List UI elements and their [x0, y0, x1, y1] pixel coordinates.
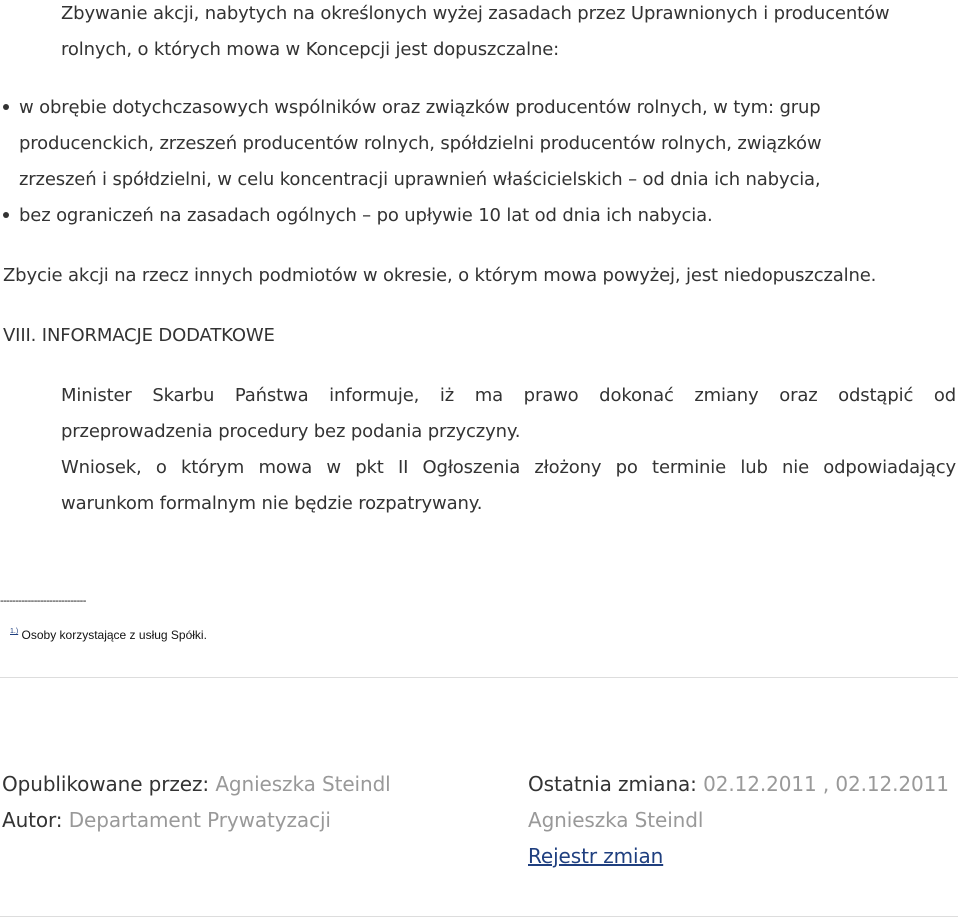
author-label: Autor: — [2, 808, 63, 832]
bullet-1-line-3: zrzeszeń i spółdzielni, w celu koncentracji uprawnień właścicielskich – od dnia ich nabycia, — [19, 169, 821, 190]
footnote-marker[interactable]: 1.) — [10, 628, 19, 635]
last-change-person: Agnieszka Steindl — [528, 808, 704, 832]
info-paragraph-2-line-2: warunkom formalnym nie będzie rozpatrywany. — [61, 493, 483, 514]
info-paragraph-2-line-1: Wniosek, o którym mowa w pkt II Ogłoszenia złożony po terminie lub nie odpowiadający — [61, 457, 956, 478]
content-divider — [0, 677, 958, 678]
intro-line-1: Zbywanie akcji, nabytych na określonych wyżej zasadach przez Uprawnionych i producentów — [61, 3, 890, 24]
section-heading: VIII. INFORMACJE DODATKOWE — [3, 325, 275, 346]
bullet-marker-icon — [3, 104, 9, 110]
bullet-marker-icon — [3, 212, 9, 218]
bottom-divider — [0, 916, 958, 917]
last-change — [528, 766, 949, 802]
last-change-label: Ostatnia zmiana: — [528, 772, 697, 796]
change-log-link[interactable]: Rejestr zmian — [528, 844, 664, 868]
author — [2, 802, 331, 838]
info-paragraph-1-line-1: Minister Skarbu Państwa informuje, iż ma prawo dokonać zmiany oraz odstąpić od — [61, 385, 956, 406]
bullet-2-line-1: bez ograniczeń na zasadach ogólnych – po upływie 10 lat od dnia ich nabycia. — [19, 205, 713, 226]
intro-line-2: rolnych, o których mowa w Koncepcji jest dopuszczalne: — [61, 39, 560, 60]
author-value: Departament Prywatyzacji — [68, 808, 331, 832]
bullet-1-line-1: w obrębie dotychczasowych wspólników oraz związków producentów rolnych, w tym: grup — [19, 97, 821, 118]
last-change-value: 02.12.2011 , 02.12.2011 — [703, 772, 949, 796]
published-by — [2, 766, 391, 802]
footnote — [10, 628, 207, 642]
info-paragraph-1-line-2: przeprowadzenia procedury bez podania przyczyny. — [61, 421, 521, 442]
published-by-label: Opublikowane przez: — [2, 772, 210, 796]
bullet-1-line-2: producenckich, zrzeszeń producentów rolnych, spółdzielni producentów rolnych, związków — [19, 133, 822, 154]
published-by-value: Agnieszka Steindl — [215, 772, 391, 796]
footnote-separator: ---------------------------- — [0, 595, 86, 607]
disposal-note: Zbycie akcji na rzecz innych podmiotów w okresie, o którym mowa powyżej, jest niedopuszczalne. — [3, 265, 877, 286]
footnote-text: Osoby korzystające z usług Spółki. — [21, 628, 207, 642]
